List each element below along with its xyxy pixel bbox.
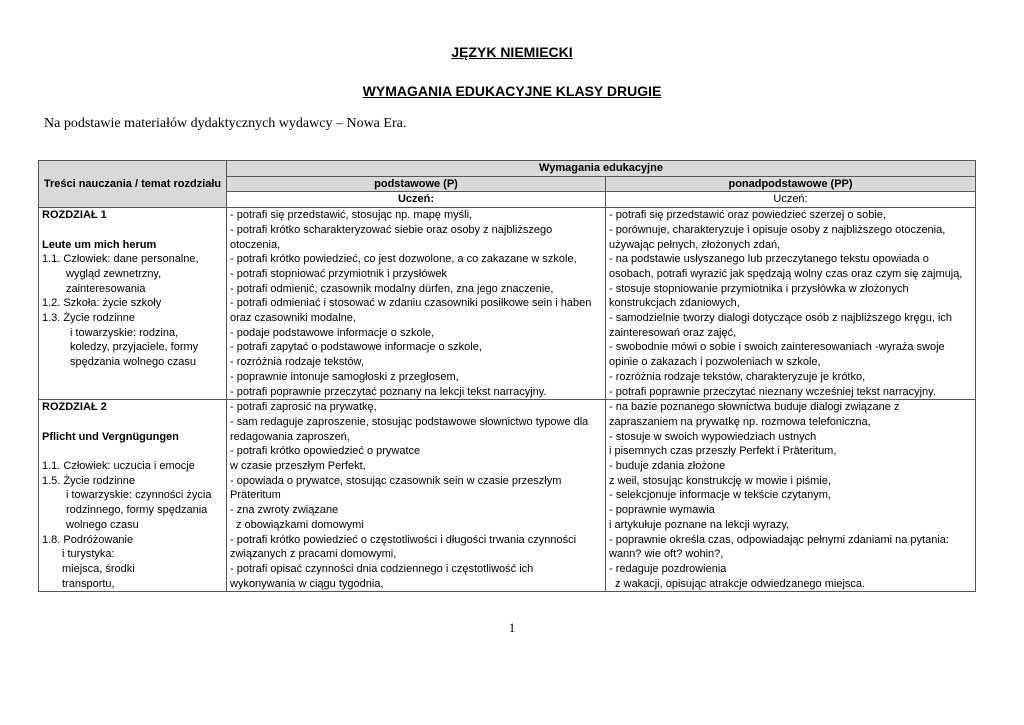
header-basic: podstawowe (P) — [227, 176, 606, 192]
topic-line: miejsca, środki — [62, 562, 135, 575]
topic-cell — [39, 208, 227, 400]
requirement-line: z weil, stosując konstrukcję w mowie i piśmie, — [609, 474, 831, 487]
basic-requirements-cell — [227, 400, 606, 592]
document-title: JĘZYK NIEMIECKI — [451, 44, 573, 60]
topic-line: i turystyka: — [62, 548, 115, 561]
topic-line: wygląd zewnetrzny, — [66, 267, 162, 280]
advanced-requirements-cell — [606, 208, 976, 400]
topic-line: koledzy, przyjaciele, formy — [70, 341, 199, 354]
requirement-line: - potrafi poprawnie przeczytać nieznany wcześniej tekst narracyjny. — [609, 385, 936, 398]
table-row — [39, 400, 976, 592]
requirement-line: - podaje podstawowe informacje o szkole, — [230, 326, 435, 339]
requirement-line: - na podstawie usłyszanego lub przeczytanego tekstu opowiada o — [609, 253, 929, 266]
requirement-line: - potrafi poprawnie przeczytać poznany na lekcji tekst narracyjny. — [230, 385, 547, 398]
requirement-line: i pisemnych czas przeszły Perfekt i Präteritum, — [609, 445, 837, 458]
requirements-table — [38, 160, 976, 592]
requirement-line: - samodzielnie tworzy dialogi dotyczące osób z najbliższego kręgu, ich — [609, 312, 953, 325]
chapter-title: Pflicht und Vergnügungen — [42, 430, 179, 443]
requirement-line: redagowania zaproszeń, — [230, 430, 350, 443]
topic-line: 1.8. Podróżowanie — [42, 533, 134, 546]
requirement-line: wann? wie oft? wohin?, — [609, 548, 724, 561]
requirement-line: - potrafi opisać czynności dnia codziennego i częstotliwość ich — [230, 562, 534, 575]
header-advanced: ponadpodstawowe (PP) — [606, 176, 976, 192]
topic-line: 1.1. Człowiek: dane personalne, — [42, 253, 199, 266]
requirement-line: w czasie przeszłym Perfekt, — [230, 460, 366, 473]
requirement-line: konstrukcjach zdaniowych, — [609, 297, 740, 310]
requirement-line: - potrafi krótko opowiedzieć o prywatce — [230, 445, 421, 458]
requirement-line: - stosuje w swoich wypowiedziach ustnych — [609, 430, 817, 443]
topic-line: 1.1. Człowiek: uczucia i emocje — [42, 460, 195, 473]
requirement-line: zainteresowań oraz zajęć, — [609, 326, 737, 339]
requirement-line: - opowiada o prywatce, stosując czasownik sein w czasie przeszłym — [230, 474, 562, 487]
advanced-requirements-cell — [606, 400, 976, 592]
requirement-line: - poprawnie intonuje samogłoski z przegłosem, — [230, 370, 459, 383]
topic-cell — [39, 400, 227, 592]
requirement-line: - potrafi zapytać o podstawowe informacje o szkole, — [230, 341, 482, 354]
basic-requirements-cell — [227, 208, 606, 400]
chapter-label: ROZDZIAŁ 2 — [42, 401, 107, 414]
student-label: Uczeń: — [397, 193, 435, 206]
requirement-line: - zna zwroty związane — [230, 504, 339, 517]
requirement-line: - rozróżnia rodzaje tekstów, — [230, 356, 364, 369]
requirement-line: - potrafi się przedstawić, stosując np. mapę myśli, — [230, 209, 473, 222]
topic-line: transportu, — [62, 577, 115, 590]
requirement-line: z obowiązkami domowymi — [236, 518, 364, 531]
requirement-line: - potrafi stopniować przymiotnik i przysłówek — [230, 267, 448, 280]
requirement-line: używając pełnych, złożonych zdań, — [609, 238, 781, 251]
requirement-line: - na bazie poznanego słownictwa buduje dialogi związane z — [609, 401, 900, 414]
page-number: 1 — [508, 620, 516, 635]
requirement-line: otoczenia, — [230, 238, 281, 251]
requirement-line: - potrafi się przedstawić oraz powiedzieć szerzej o sobie, — [609, 209, 886, 222]
requirement-line: opinie o zakazach i pozwoleniach w szkole, — [609, 356, 821, 369]
topic-line: wolnego czasu — [66, 518, 139, 531]
requirement-line: - sam redaguje zaproszenie, stosując podstawowe słownictwo typowe dla — [230, 415, 589, 428]
topic-line: i towarzyskie: rodzina, — [70, 326, 179, 339]
chapter-label: ROZDZIAŁ 1 — [42, 209, 107, 222]
requirement-line: - potrafi krótko powiedzieć, co jest dozwolone, a co zakazane w szkole, — [230, 253, 577, 266]
requirement-line: Präteritum — [230, 489, 281, 502]
requirement-line: - rozróżnia rodzaje tekstów, charakteryzuje je krótko, — [609, 370, 866, 383]
intro-text: Na podstawie materiałów dydaktycznych wydawcy – Nowa Era. — [44, 116, 407, 131]
requirement-line: - buduje zdania złożone — [609, 460, 726, 473]
topic-line: i towarzyskie: czynności życia — [66, 489, 212, 502]
chapter-title: Leute um mich herum — [42, 238, 157, 251]
requirement-line: związanych z pracami domowymi, — [230, 548, 397, 561]
requirement-line: - stosuje stopniowanie przymiotnika i przysłówka w złożonych — [609, 282, 909, 295]
topic-line: zainteresowania — [66, 282, 146, 295]
requirement-line: - potrafi odmieniać i stosować w zdaniu czasowniki posiłkowe sein i haben — [230, 297, 592, 310]
header-topic: Treści nauczania / temat rozdziału — [39, 161, 227, 208]
topic-line: spędzania wolnego czasu — [70, 356, 196, 369]
requirement-line: - poprawnie wymawia — [609, 504, 715, 517]
requirement-line: oraz czasowniki modalne, — [230, 312, 356, 325]
requirement-line: - poprawnie określa czas, odpowiadając pełnymi zdaniami na pytania: — [609, 533, 949, 546]
requirement-line: z wakacji, opisując atrakcje odwiedzanego miejsca. — [615, 577, 866, 590]
requirement-line: osobach, potrafi wyrazić jak spędzają wolny czas oraz czym się zajmują, — [609, 267, 963, 280]
requirement-line: wykonywania w ciągu tygodnia, — [230, 577, 384, 590]
requirement-line: - potrafi zaprosić na prywatkę, — [230, 401, 377, 414]
topic-line: 1.3. Życie rodzinne — [42, 312, 135, 325]
requirement-line: - porównuje, charakteryzuje i opisuje osoby z najbliższego otoczenia, — [609, 223, 946, 236]
topic-line: 1.2. Szkoła: życie szkoły — [42, 297, 162, 310]
requirement-line: - potrafi krótko scharakteryzować siebie oraz osoby z najbliższego — [230, 223, 553, 236]
table-row — [39, 208, 976, 400]
topic-line: rodzinnego, formy spędzania — [66, 504, 208, 517]
requirement-line: - selekcjonuje informacje w tekście czytanym, — [609, 489, 831, 502]
topic-line: 1.5. Życie rodzinne — [42, 474, 135, 487]
header-student-basic — [227, 192, 606, 208]
requirement-line: zapraszaniem na prywatkę np. rozmowa telefoniczna, — [609, 415, 871, 428]
table-header-row — [39, 161, 976, 177]
header-student-advanced: Uczeń: — [606, 192, 976, 208]
requirement-line: - redaguje pozdrowienia — [609, 562, 727, 575]
requirement-line: - swobodnie mówi o sobie i swoich zainteresowaniach -wyraża swoje — [609, 341, 945, 354]
requirement-line: - potrafi odmienić, czasownik modalny dürfen, zna jego znaczenie, — [230, 282, 554, 295]
document-subtitle: WYMAGANIA EDUKACYJNE KLASY DRUGIE — [362, 83, 662, 99]
requirement-line: - potrafi krótko powiedzieć o częstotliwości i długości trwania czynności — [230, 533, 577, 546]
requirement-line: i artykułuje poznane na lekcji wyrazy, — [609, 518, 790, 531]
header-requirements: Wymagania edukacyjne — [227, 161, 976, 177]
